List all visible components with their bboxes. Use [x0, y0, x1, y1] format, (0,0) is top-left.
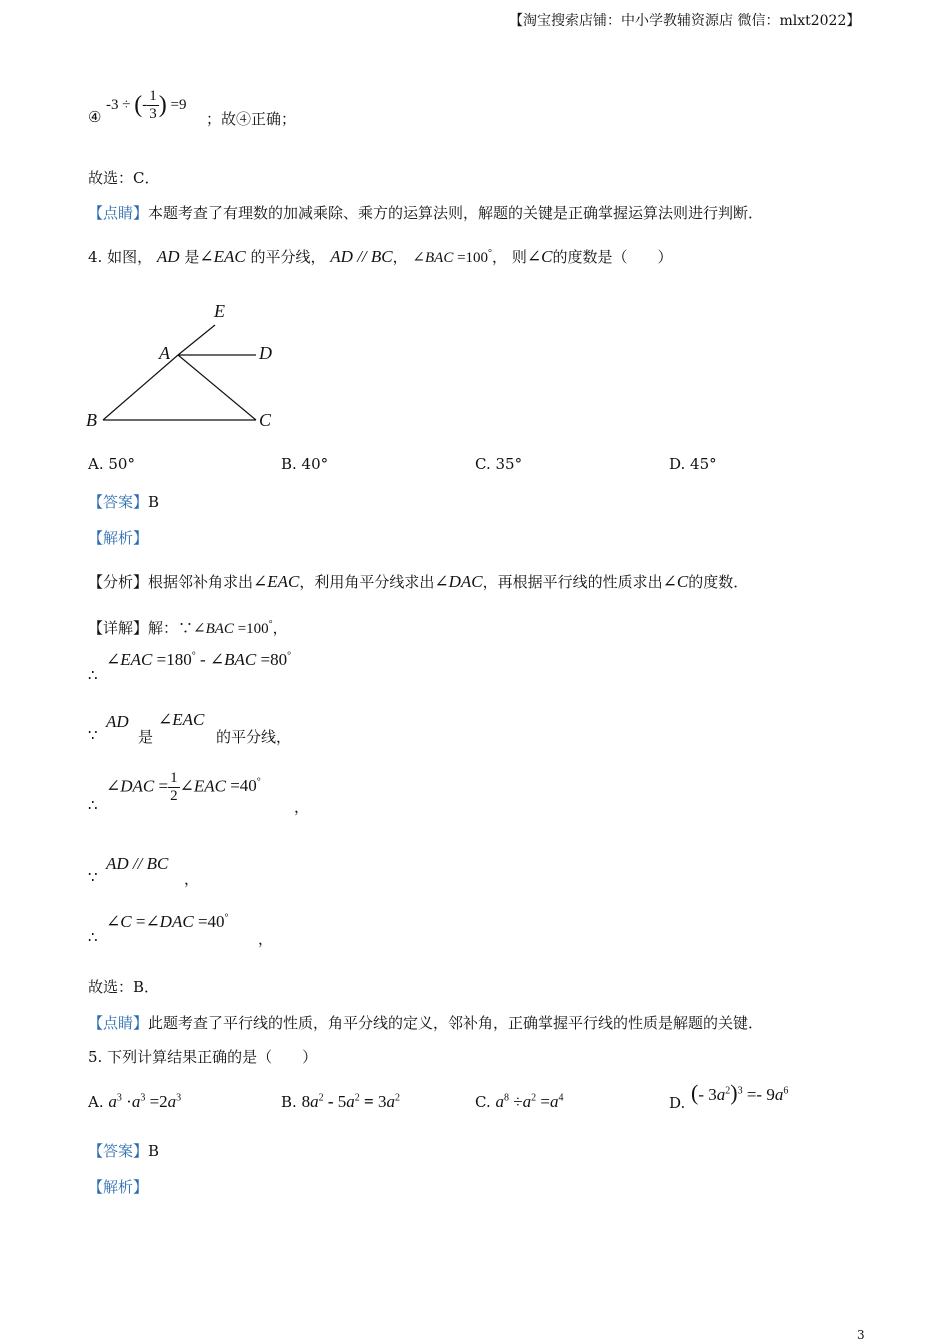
detail-expr: AD	[106, 712, 129, 731]
q4-text: ，	[492, 248, 508, 266]
q4-text: ，	[392, 248, 408, 266]
q4-text: 是	[184, 248, 200, 266]
label-e: E	[214, 301, 225, 321]
answer-tag: 【答案】	[88, 493, 149, 511]
fenxi-text: 的度数．	[688, 573, 749, 591]
prev-choose: 故选：C．	[88, 169, 160, 187]
label-c: C	[259, 410, 272, 430]
item4-expression: -3 ÷ (- $\frac{1}{3}$ ) =9	[106, 88, 187, 122]
detail-text: 解：∵	[148, 619, 194, 637]
fenxi-text: ，再根据平行线的性质求出	[482, 573, 663, 591]
q5-option-a	[88, 1092, 181, 1112]
q5-answer	[88, 1140, 159, 1161]
fenxi-expr: ∠C	[662, 572, 689, 591]
fenxi-text: 根据邻补角求出	[148, 573, 254, 591]
detail-expr: AD // BC	[106, 854, 169, 873]
item4-tail: ；故④正确；	[206, 110, 297, 128]
option-expr: $8a^2 - 5a^2 = 3a^2$	[301, 1092, 400, 1111]
detail-expr: ∠C =∠DAC =40°	[106, 912, 229, 931]
option-letter: C.	[475, 1093, 491, 1111]
q4-comment	[88, 1012, 763, 1033]
option-letter: A.	[88, 1093, 104, 1111]
comment-text: 本题考查了有理数的加减乘除、乘方的运算法则，解题的关键是正确掌握运算法则进行判断．	[148, 204, 764, 222]
fenxi-tag: 【分析】	[88, 573, 149, 591]
q4-option-d: D. 45°	[669, 455, 717, 473]
segment-ba	[103, 355, 178, 420]
answer-value: B	[148, 493, 160, 511]
q5-option-c	[475, 1092, 563, 1112]
q5-stem: 5. 下列计算结果正确的是（ ）	[88, 1048, 318, 1066]
item4-number: ④	[88, 108, 102, 126]
comment-text: 此题考查了平行线的性质，角平分线的定义，邻补角，正确掌握平行线的性质是解题的关键．	[148, 1014, 764, 1032]
detail-text: ，	[184, 870, 200, 888]
label-b: B	[86, 410, 97, 430]
detail-tag: 【详解】	[88, 619, 149, 637]
detail-expr: ∠EAC	[158, 710, 205, 729]
answer-value: B	[148, 1142, 160, 1160]
q4-text: 则	[511, 248, 527, 266]
label-d: D	[259, 343, 272, 363]
detail-text: ，	[294, 798, 310, 816]
comment-tag: 【点睛】	[88, 204, 149, 222]
page-number: 3	[857, 1328, 865, 1342]
detail-text: 是	[138, 728, 154, 746]
ray-ae	[178, 325, 215, 355]
answer-tag: 【答案】	[88, 1142, 149, 1160]
q4-choose: 故选：B．	[88, 978, 160, 996]
q4-detail-line1	[88, 617, 288, 638]
q4-expr-angle-bac: ∠BAC =100°	[412, 248, 493, 266]
comment-tag: 【点睛】	[88, 1014, 149, 1032]
q4-text: 的平分线，	[250, 248, 326, 266]
q4-option-a: A. 50°	[88, 455, 135, 473]
q5-option-b	[281, 1092, 400, 1112]
option-expr: $a^8 \div a^2 =a^4$	[495, 1092, 564, 1111]
detail-expr: ∠BAC =100°	[193, 619, 273, 637]
q4-expr-parallel: AD // BC	[330, 247, 393, 266]
therefore-symbol: ∴	[88, 666, 98, 684]
q4-answer	[88, 491, 159, 512]
therefore-symbol: ∴	[88, 796, 98, 814]
option-expr: $a^3 \cdot a^3 =2a^3$	[108, 1092, 182, 1111]
q4-option-b: B. 40°	[281, 455, 329, 473]
detail-text: 的平分线，	[216, 728, 292, 746]
q5-analysis-tag: 【解析】	[88, 1178, 149, 1196]
q4-expr-angle-eac: ∠EAC	[199, 247, 246, 266]
detail-expr: ∠DAC = $\frac{1}{2}$ ∠EAC =40°	[106, 770, 261, 804]
q4-fenxi	[88, 571, 748, 592]
q4-expr-angle-c: ∠C	[526, 247, 553, 266]
option-letter: B.	[281, 1093, 297, 1111]
label-a: A	[159, 343, 170, 363]
q4-stem	[88, 246, 672, 267]
detail-text: ，	[258, 930, 274, 948]
detail-expr: ∠EAC =180° - ∠BAC =80°	[106, 650, 292, 669]
q4-figure	[80, 295, 300, 435]
fenxi-expr: ∠DAC	[434, 572, 483, 591]
because-symbol: ∵	[88, 868, 98, 886]
q4-text: 的度数是（ ）	[552, 248, 673, 266]
because-symbol: ∵	[88, 726, 98, 744]
detail-text: ，	[272, 619, 288, 637]
fenxi-text: ，利用角平分线求出	[299, 573, 435, 591]
fenxi-expr: ∠EAC	[253, 572, 300, 591]
q4-option-c: C. 35°	[475, 455, 523, 473]
option-letter: D.	[669, 1094, 686, 1112]
therefore-symbol: ∴	[88, 928, 98, 946]
segment-ac	[178, 355, 256, 420]
option-expr: (- $3a^2)^3 =- 9a^6$	[691, 1080, 789, 1105]
q4-number: 4. 如图，	[88, 248, 153, 266]
q4-analysis-tag: 【解析】	[88, 529, 149, 547]
q4-expr-ad: AD	[156, 247, 180, 266]
header-watermark: 【淘宝搜索店铺：中小学教辅资源店 微信：mlxt2022】	[509, 13, 861, 29]
prev-comment	[88, 202, 763, 223]
